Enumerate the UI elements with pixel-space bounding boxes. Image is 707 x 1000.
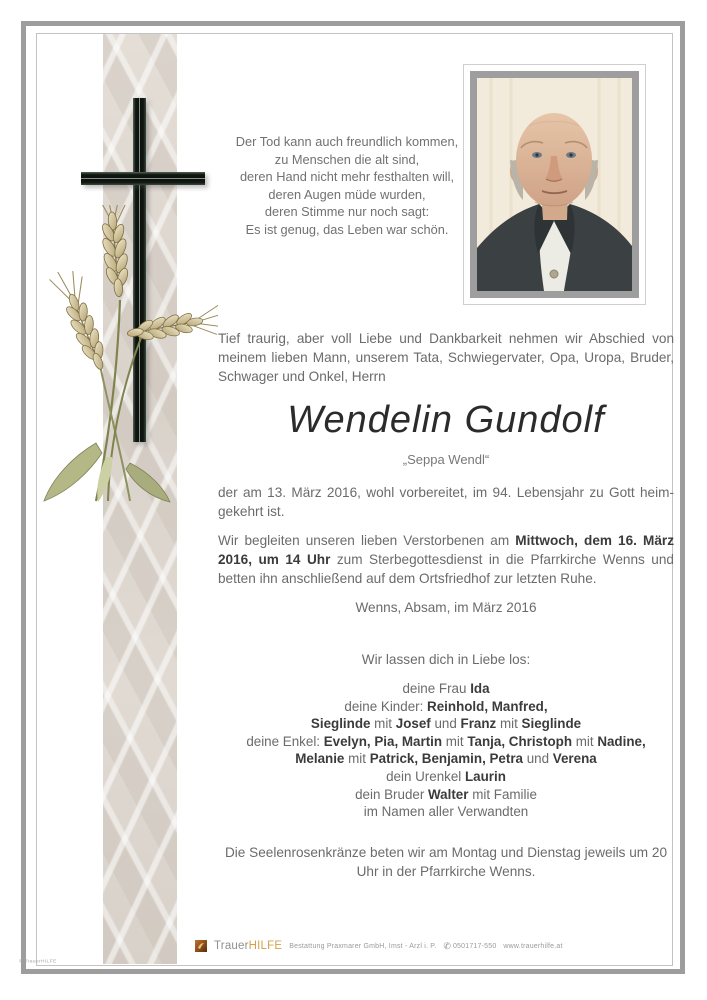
- brand-trauer: Trauer: [214, 940, 249, 952]
- deceased-name: Wendelin Gundolf: [287, 399, 605, 441]
- portrait-photo-frame: [463, 64, 646, 305]
- print-code: © TrauerHILFE: [19, 959, 57, 965]
- cross-horizontal-bar: [81, 172, 205, 185]
- text-line: zu Menschen die alt sind,: [274, 151, 420, 167]
- text-line: Melanie mit Patrick, Benjamin, Petra und Verena: [295, 751, 597, 767]
- text-line: deren Hand nicht mehr festhalten will,: [239, 169, 455, 185]
- phone-block: [443, 942, 496, 951]
- intro-paragraph: Tief traurig, aber voll Liebe und Dankbarkeit nehmen wir Abschied von meinem lieben Mann, unserem Tata, Schwiegervater, Opa, Uropa, Bruder, Schwager und Onkel, Herrn: [218, 331, 674, 384]
- brand-hilfe: HILFE: [248, 940, 283, 952]
- family-list: [204, 680, 688, 821]
- text-line: deine Frau Ida: [402, 681, 490, 696]
- text-line: dein Bruder Walter mit Familie: [355, 786, 537, 802]
- phone-number: 0501717-550: [452, 942, 497, 950]
- place-and-date: Wenns, Absam, im März 2016: [355, 600, 537, 615]
- text-line: im Namen aller Verwandten: [363, 804, 529, 820]
- trauerhilfe-logo-icon: [195, 940, 207, 952]
- rosary-note: Die Seelenrosenkränze beten wir am Montag und Dienstag jeweils um 20 Uhr in der Pfarrkirche Wenns.: [224, 845, 668, 879]
- text-line: dein Urenkel Laurin: [386, 768, 506, 784]
- portrait-photo: [477, 78, 632, 291]
- company-line: Bestattung Praxmarer GmbH, Imst - Arzl i. P.: [289, 942, 437, 950]
- funeral-home-footer: [195, 938, 563, 954]
- death-note: der am 13. März 2016, wohl vorbereitet, im 94. Lebensjahr zu Gott heimgekehrt ist.: [218, 485, 674, 519]
- deceased-nickname: „Seppa Wendl“: [402, 452, 490, 467]
- text-line: deren Stimme nur noch sagt:: [264, 204, 430, 220]
- farewell-line: Wir lassen dich in Liebe los:: [361, 652, 531, 667]
- text-line: deine Enkel: Evelyn, Pia, Martin mit Tanja, Christoph mit Nadine,: [246, 733, 646, 749]
- text-line: Es ist genug, das Leben war schön.: [245, 221, 449, 237]
- text-line: deren Augen müde wurden,: [268, 186, 426, 202]
- wheat-ears-icon: [38, 205, 218, 505]
- website: www.trauerhilfe.at: [503, 942, 563, 950]
- text-line: Der Tod kann auch freundlich kommen,: [235, 134, 459, 149]
- brand-name: [214, 940, 282, 952]
- text-line: Sieglinde mit Josef und Franz mit Sieglinde: [310, 716, 582, 732]
- funeral-announcement: Wir begleiten unseren lieben Verstorbenen am Mittwoch, dem 16. März 2016, um 14 Uhr zum Sterbegottesdienst in die Pfarrkirche Wenns und betten ihn anschließend auf dem Ortsfriedhof zur letzten Ruhe.: [218, 533, 675, 586]
- phone-icon: ✆: [443, 940, 451, 951]
- text-line: deine Kinder: Reinhold, Manfred,: [344, 698, 548, 714]
- memorial-poem: [218, 133, 476, 239]
